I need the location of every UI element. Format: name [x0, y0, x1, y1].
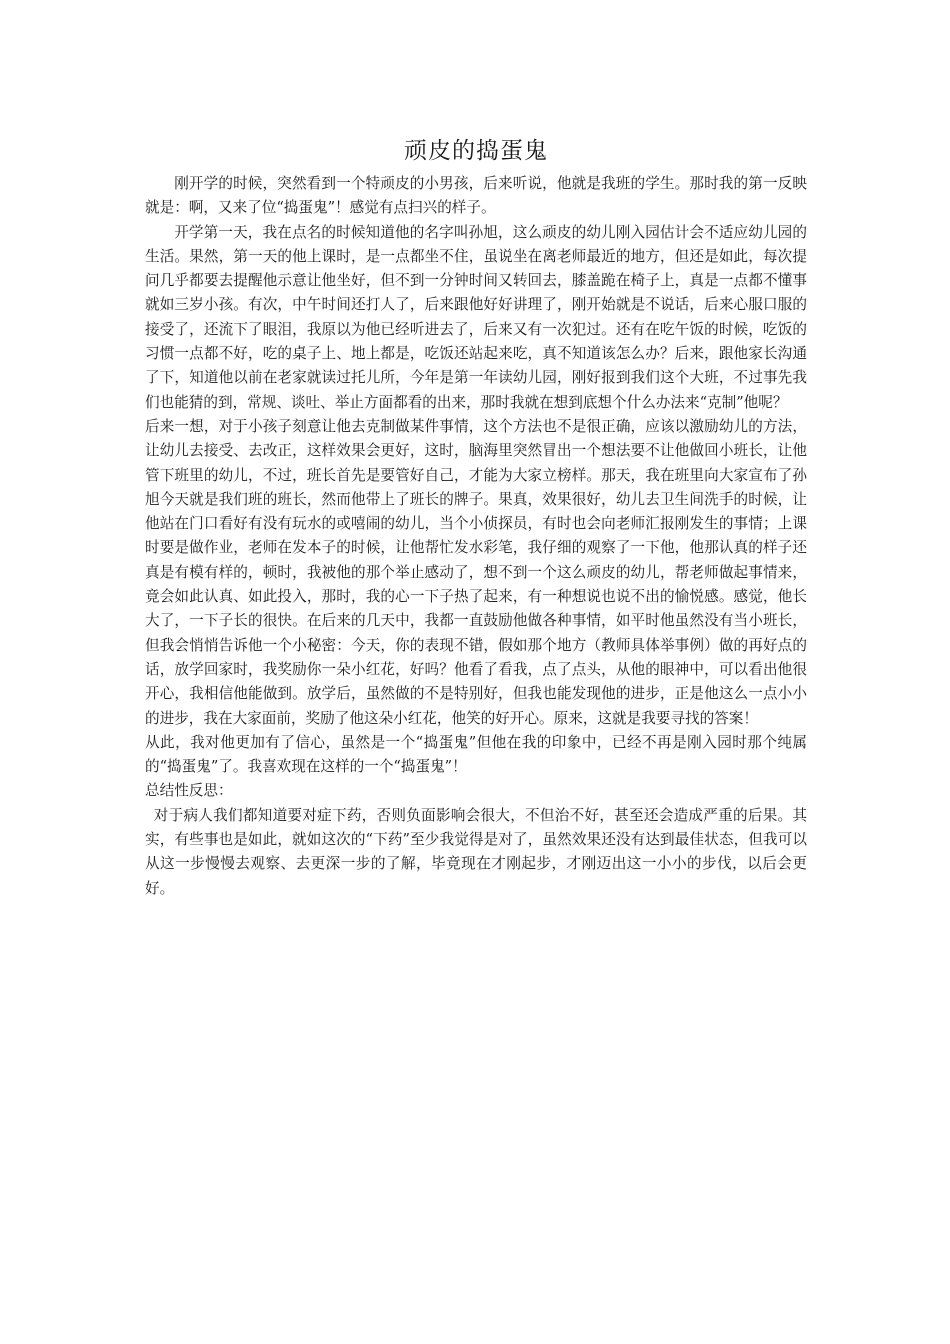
paragraph-intro: 刚开学的时候，突然看到一个特顽皮的小男孩，后来听说，他就是我班的学生。那时我的第一反映就是：啊，又来了位“捣蛋鬼”！感觉有点扫兴的样子。 [145, 175, 807, 217]
document-page [145, 134, 807, 901]
document-title: 顽皮的捣蛋鬼 [404, 138, 548, 164]
reflection-heading: 总结性反思： [145, 782, 233, 800]
paragraph-reflection: 对于病人我们都知道要对症下药，否则负面影响会很大，不但治不好，甚至还会造成严重的后果。其实，有些事也是如此，就如这次的“下药”至少我觉得是对了，虽然效果还没有达到最佳状态，但我可以从这一步慢慢去观察、去更深一步的了解，毕竟现在才刚起步，才刚迈出这一小小的步伐，以后会更好。 [145, 806, 807, 897]
paragraph-monitor: 后来一想，对于小孩子刻意让他去克制做某件事情，这个方法也不是很正确，应该以激励幼儿的方法，让幼儿去接受、去改正，这样效果会更好，这时，脑海里突然冒出一个想法要不让他做回小班长，让他管下班里的幼儿，不过，班长首先是要管好自己，才能为大家立榜样。那天，我在班里向大家宣布了孙旭今天就是我们班的班长，然而他带上了班长的牌子。果真，效果很好，幼儿去卫生间洗手的时候，让他站在门口看好有没有玩水的或嘻闹的幼儿，当个小侦探员，有时也会向老师汇报刚发生的事情；上课时要是做作业，老师在发本子的时候，让他帮忙发水彩笔，我仔细的观察了一下他，他那认真的样子还真是有模有样的，顿时，我被他的那个举止感动了，想不到一个这么顽皮的幼儿，帮老师做起事情来，竟会如此认真、如此投入，那时，我的心一下子热了起来，有一种想说也说不出的愉悦感。感觉，他长大了，一下子长的很快。在后来的几天中，我都一直鼓励他做各种事情，如平时他虽然没有当小班长，但我会悄悄告诉他一个小秘密：今天，你的表现不错，假如那个地方（教师具体举事例）做的再好点的话，放学回家时，我奖励你一朵小红花，好吗？他看了看我，点了点头，从他的眼神中，可以看出他很开心，我相信他能做到。放学后，虽然做的不是特别好，但我也能发现他的进步，正是他这么一点小小的进步，我在大家面前，奖励了他这朵小红花，他笑的好开心。原来，这就是我要寻找的答案！ [145, 417, 807, 727]
paragraph-first-day: 开学第一天，我在点名的时候知道他的名字叫孙旭，这么顽皮的幼儿刚入园估计会不适应幼儿园的生活。果然，第一天的他上课时，是一点都坐不住，虽说坐在离老师最近的地方，但还是如此，每次提问几乎都要去提醒他示意让他坐好，但不到一分钟时间又转回去，膝盖跪在椅子上，真是一点都不懂事就如三岁小孩。有次，中午时间还打人了，后来跟他好好讲理了，刚开始就是不说话，后来心服口服的接受了，还流下了眼泪，我原以为他已经听进去了，后来又有一次犯过。还有在吃午饭的时候，吃饭的习惯一点都不好，吃的桌子上、地上都是，吃饭还站起来吃，真不知道该怎么办？后来，跟他家长沟通了下，知道他以前在老家就读过托儿所，今年是第一年读幼儿园，刚好报到我们这个大班，不过事先我们也能猜的到，常规、谈吐、举止方面都看的出来，那时我就在想到底想个什么办法来“克制”他呢？ [145, 223, 807, 411]
paragraph-conclusion: 从此，我对他更加有了信心，虽然是一个“捣蛋鬼”但他在我的印象中，已经不再是刚入园时那个纯属的“捣蛋鬼”了。我喜欢现在这样的一个“捣蛋鬼”！ [145, 733, 807, 776]
